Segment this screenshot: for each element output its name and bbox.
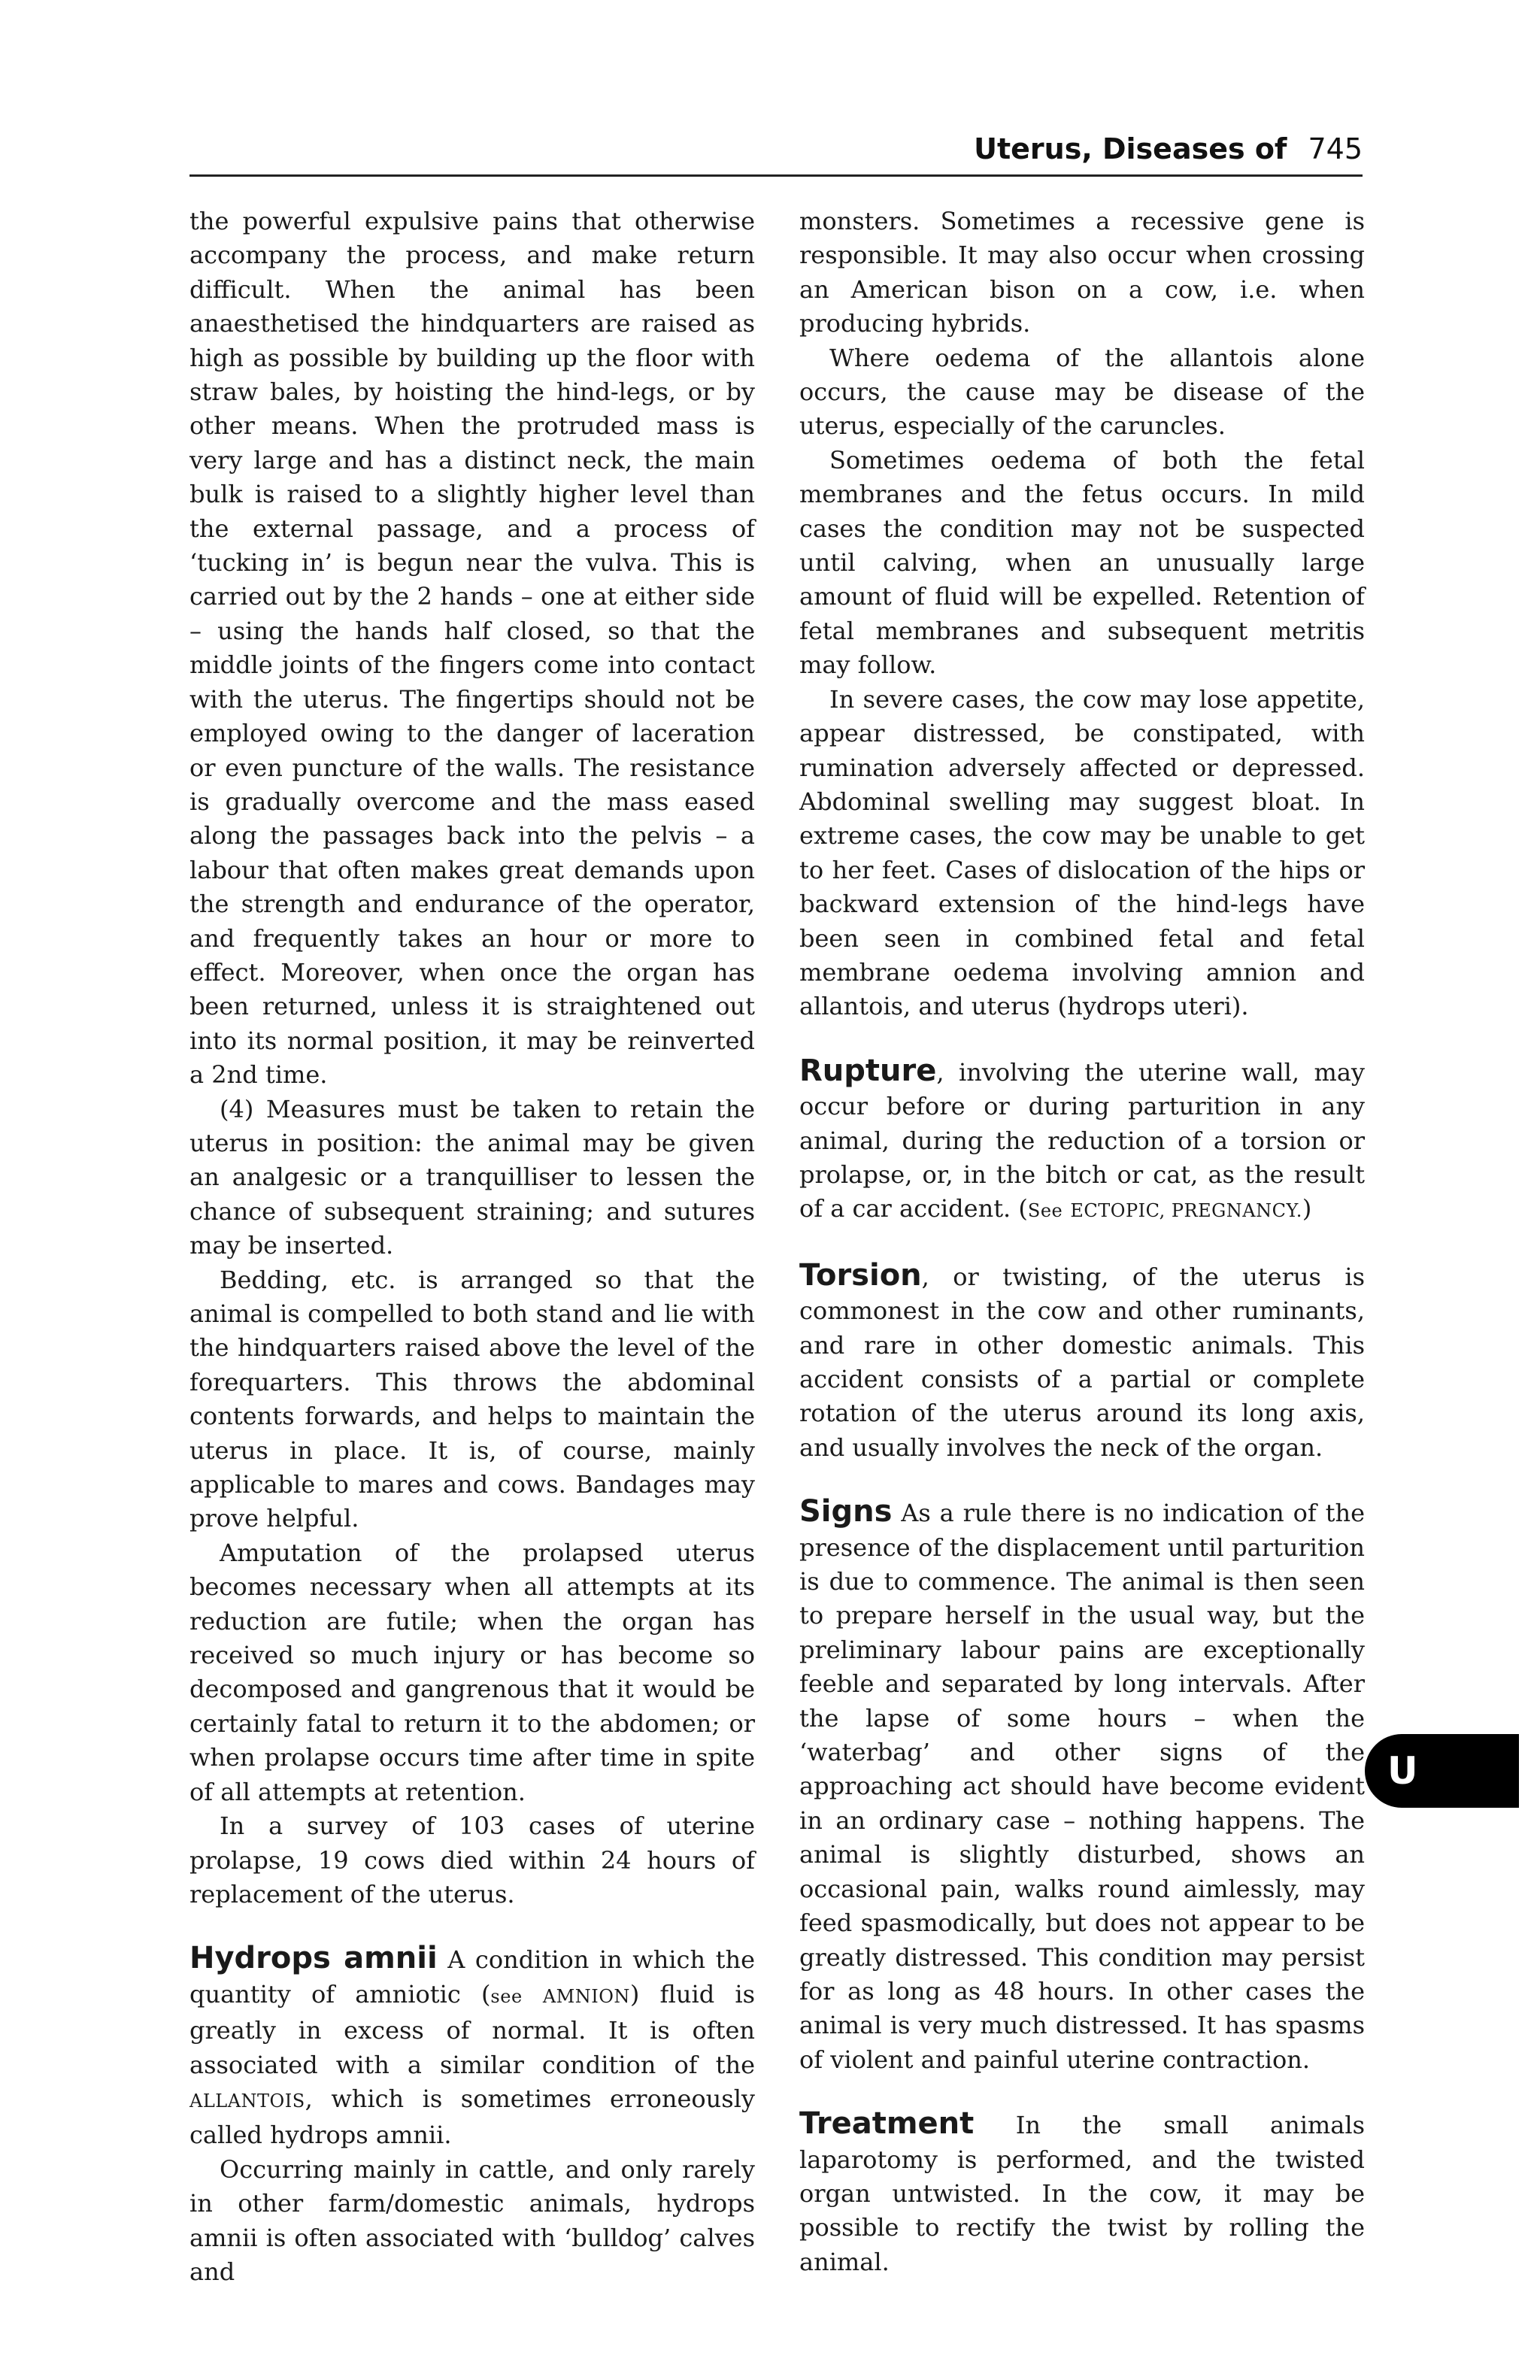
thumb-index-tab <box>1365 1734 1519 1808</box>
entry-heading: Hydrops amnii <box>189 1941 438 1976</box>
entry-text: ) fluid is greatly in excess of normal. It is often associated with a similar condition of the <box>189 1979 755 2079</box>
left-column <box>189 205 755 2289</box>
see-label: See <box>1027 1200 1063 1222</box>
cross-reference: ECTOPIC, PREGNANCY. <box>1070 1200 1302 1222</box>
cross-reference: AMNION <box>542 1985 630 2007</box>
paragraph: (4) Measures must be taken to retain the uterus in position: the animal may be given an analgesic or a tranquilliser to lessen the chance of subsequent straining; and sutures may be inserted. <box>189 1094 755 1260</box>
entry-text: , or twisting, of the uterus is commonest in the cow and other ruminants, and rare in other domestic animals. This accident consists of a partial or complete rotation of the uterus around its long axis, and usually involves the neck of the organ. <box>799 1262 1365 1462</box>
entry-heading: Signs <box>799 1494 893 1530</box>
paragraph: In a survey of 103 cases of uterine prolapse, 19 cows died within 24 hours of replacement of the uterus. <box>189 1812 755 1909</box>
paragraph: Occurring mainly in cattle, and only rarely in other farm/domestic animals, hydrops amnii is often associated with ‘bulldog’ calves and <box>189 2154 755 2286</box>
entry-heading: Rupture <box>799 1053 937 1088</box>
right-column <box>799 205 1365 2279</box>
entry-text: A condition in which the quantity of amniotic ( <box>189 1945 756 2009</box>
entry-text: In the small animals laparotomy is performed, and the twisted organ untwisted. In the cow, it may be possible to rectify the twist by rolling the animal. <box>799 2111 1366 2276</box>
paragraph: In severe cases, the cow may lose appetite, appear distressed, be constipated, with rumination adversely affected or depressed. Abdominal swelling may suggest bloat. In extreme cases, the cow may be unable to get to her feet. Cases of dislocation of the hips or backward extension of the hind-legs have been seen in combined fetal and fetal membrane oedema involving amnion and allantois, and uterus (hydrops uteri). <box>799 684 1365 1021</box>
entry-heading: Torsion <box>799 1257 922 1293</box>
entry-treatment <box>799 2107 1365 2279</box>
entry-text: As a rule there is no indication of the presence of the displacement until parturition is due to commence. The animal is then seen to prepare herself in the usual way, but the preliminary labour pains are exceptionally feeble and separated by long intervals. After the lapse of some hours – when the ‘waterbag’ and other signs of the approaching act should have become evident in an ordinary case – nothing happens. The animal is slightly disturbed, shows an occasional pain, walks round aimlessly, may feed spasmodically, but does not appear to be greatly distressed. This condition may persist for as long as 48 hours. In other cases the animal is very much distressed. It has spasms of violent and painful uterine contraction. <box>799 1499 1366 2074</box>
paragraph: Where oedema of the allantois alone occurs, the cause may be disease of the uterus, especially of the caruncles. <box>799 343 1365 441</box>
see-label: see <box>490 1985 523 2007</box>
entry-heading: Treatment <box>799 2106 975 2142</box>
entry-torsion <box>799 1259 1365 1465</box>
running-head <box>189 123 1363 177</box>
cross-reference: ALLANTOIS <box>189 2090 305 2112</box>
entry-text: ) <box>1302 1194 1312 1223</box>
paragraph: monsters. Sometimes a recessive gene is responsible. It may also occur when crossing an American bison on a cow, i.e. when producing hybrids. <box>799 207 1365 338</box>
entry-hydrops-amnii <box>189 1942 755 2152</box>
entry-text: , involving the uterine wall, may occur before or during parturition in any animal, during the reduction of a torsion or prolapse, or, in the bitch or cat, as the result of a car accident. ( <box>799 1057 1365 1223</box>
running-head-text <box>974 132 1363 165</box>
entry-rupture <box>799 1054 1365 1229</box>
paragraph: Sometimes oedema of both the fetal membranes and the fetus occurs. In mild cases the condition may not be suspected until calving, when an unusually large amount of fluid will be expelled. Retention of fetal membranes and subsequent metritis may follow. <box>799 445 1365 680</box>
running-head-title: Uterus, Diseases of <box>974 132 1287 165</box>
entry-text: , which is sometimes erroneously called hydrops amnii. <box>189 2084 755 2150</box>
entry-signs <box>799 1495 1365 2077</box>
paragraph: Amputation of the prolapsed uterus becomes necessary when all attempts at its reduction are futile; when the organ has received so much injury or has become so decomposed and gangrenous that it would be certainly fatal to return it to the abdomen; or when prolapse occurs time after time in spite of all attempts at retention. <box>189 1538 755 1806</box>
paragraph: Bedding, etc. is arranged so that the animal is compelled to both stand and lie with the hindquarters raised above the level of the forequarters. This throws the abdominal contents forwards, and helps to maintain the uterus in place. It is, of course, mainly applicable to mares and cows. Bandages may prove helpful. <box>189 1265 755 1533</box>
thumb-index-letter: U <box>1387 1749 1418 1793</box>
page-number: 745 <box>1308 132 1363 165</box>
paragraph: the powerful expulsive pains that otherwise accompany the process, and make return difficult. When the animal has been anaesthetised the hindquarters are raised as high as possible by building up the floor with straw bales, by hoisting the hind-legs, or by other means. When the protruded mass is very large and has a distinct neck, the main bulk is raised to a slightly higher level than the external passage, and a process of ‘tucking in’ is begun near the vulva. This is carried out by the 2 hands – one at either side – using the hands half closed, so that the middle joints of the fingers come into contact with the uterus. The fingertips should not be employed owing to the danger of laceration or even puncture of the walls. The resistance is gradually overcome and the mass eased along the passages back into the pelvis – a labour that often makes great demands upon the strength and endurance of the operator, and frequently takes an hour or more to effect. Moreover, when once the organ has been returned, unless it is straightened out into its normal position, it may be reinverted a 2nd time. <box>189 207 755 1090</box>
